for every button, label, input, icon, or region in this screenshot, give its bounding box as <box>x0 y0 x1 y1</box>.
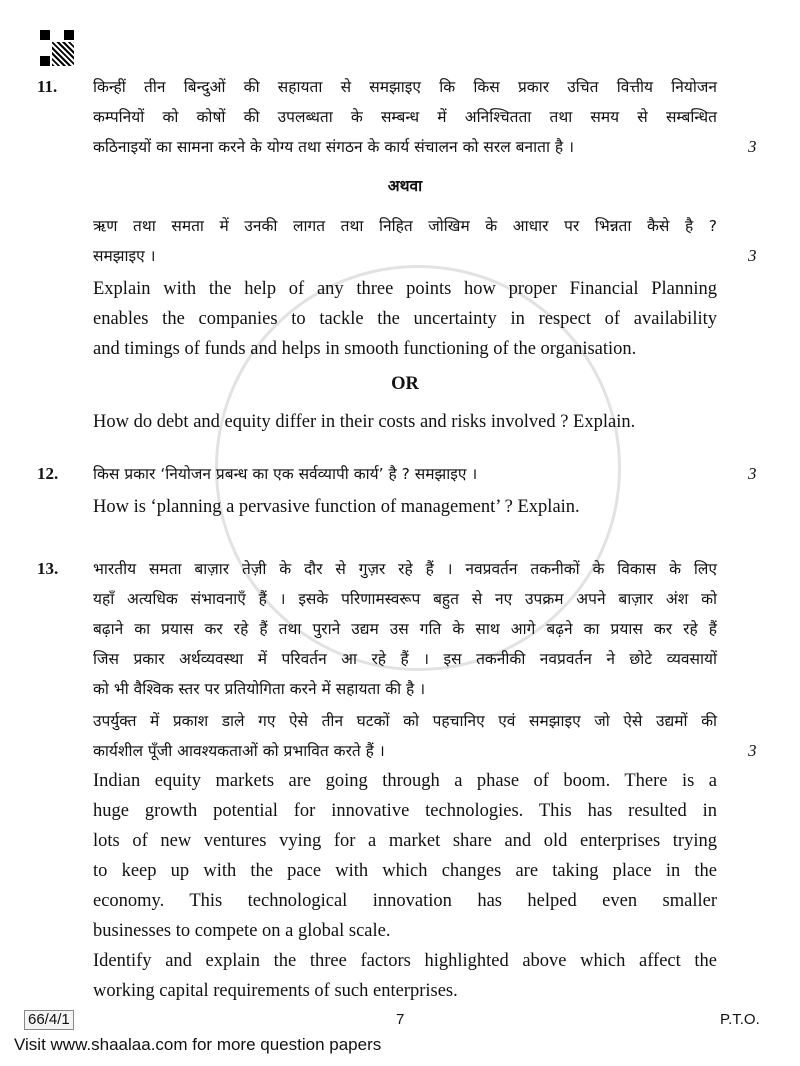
question-line-row <box>0 407 800 437</box>
visit-link[interactable]: Visit www.shaalaa.com for more question papers <box>14 1035 382 1054</box>
question-line-row <box>0 946 800 976</box>
separator-row <box>0 369 800 399</box>
question-text-line: उपर्युक्त में प्रकाश डाले गए ऐसे तीन घटकों को पहचानिए एवं समझाइए जो ऐसे उद्यमों की <box>93 712 717 730</box>
question-line-row <box>0 584 800 614</box>
question-text-line: को भी वैश्विक स्तर पर प्रतियोगिता करने में सहायता की है । <box>93 680 426 698</box>
question-line-row <box>0 132 800 162</box>
question-text-line: economy. This technological innovation has helped even smaller <box>93 891 717 911</box>
question-line-row <box>0 304 800 334</box>
pto-label: P.T.O. <box>720 1011 760 1028</box>
question-line-row <box>0 72 800 102</box>
marks-label: 3 <box>748 464 757 483</box>
page-footer <box>0 1006 800 1066</box>
question-line-row <box>0 766 800 796</box>
question-number: 12. <box>37 464 59 483</box>
question-text-line: कम्पनियों को कोषों की उपलब्धता के सम्बन्ध में अनिश्चितता तथा समय से सम्बन्धित <box>93 108 717 126</box>
question-line-row <box>0 492 800 522</box>
question-line-row <box>0 826 800 856</box>
question-text-line: huge growth potential for innovative technologies. This has resulted in <box>93 801 717 821</box>
question-line-row <box>0 736 800 766</box>
question-text-line: businesses to compete on a global scale. <box>93 921 391 941</box>
question-line-row <box>0 554 800 584</box>
question-number: 11. <box>37 77 58 96</box>
question-text-line: कठिनाइयों का सामना करने के योग्य तथा संगठन के कार्य संचालन को सरल बनाता है । <box>93 138 574 156</box>
question-text-line: जिस प्रकार अर्थव्यवस्था में परिवर्तन आ रहे हैं । इस तकनीकी नवप्रवर्तन ने छोटे व्यवसायों <box>93 650 717 668</box>
question-line-row <box>0 856 800 886</box>
question-line-row <box>0 102 800 132</box>
question-text-line: enables the companies to tackle the uncertainty in respect of availability <box>93 309 717 329</box>
or-separator: अथवा <box>387 177 423 195</box>
question-line-row <box>0 976 800 1006</box>
question-text-line: Identify and explain the three factors highlighted above which affect the <box>93 951 717 971</box>
question-line-row <box>0 796 800 826</box>
question-text-line: यहाँ अत्यधिक संभावनाएँ हैं । इसके परिणामस्वरूप बहुत से नए उपक्रम अपने बाज़ार अंश को <box>93 590 717 608</box>
marks-label: 3 <box>748 741 757 760</box>
question-text-line: Indian equity markets are going through a phase of boom. There is a <box>93 771 717 791</box>
question-text-line: भारतीय समता बाज़ार तेज़ी के दौर से गुज़र रहे हैं । नवप्रवर्तन तकनीकों के विकास के लिए <box>93 560 717 578</box>
question-text-line: ऋण तथा समता में उनकी लागत तथा निहित जोखिम के आधार पर भिन्नता कैसे है ? <box>93 217 717 235</box>
separator-row <box>0 171 800 201</box>
question-text-line: कार्यशील पूँजी आवश्यकताओं को प्रभावित करते हैं । <box>93 742 385 760</box>
question-line-row <box>0 644 800 674</box>
marks-label: 3 <box>748 246 757 265</box>
marks-label: 3 <box>748 137 757 156</box>
question-text-line: to keep up with the pace with which changes are taking place in the <box>93 861 717 881</box>
question-line-row <box>0 274 800 304</box>
question-text-line: बढ़ाने का प्रयास कर रहे हैं तथा पुराने उद्यम उस गति के साथ आगे बढ़ने का प्रयास कर रहे हैं <box>93 620 717 638</box>
or-separator: OR <box>391 374 419 394</box>
paper-code: 66/4/1 <box>24 1010 74 1030</box>
question-line-row <box>0 211 800 241</box>
question-number: 13. <box>37 559 59 578</box>
question-text-line: Explain with the help of any three points how proper Financial Planning <box>93 279 717 299</box>
question-line-row <box>0 886 800 916</box>
question-text-line: and timings of funds and helps in smooth functioning of the organisation. <box>93 339 637 359</box>
page-number: 7 <box>396 1011 405 1028</box>
question-line-row <box>0 674 800 704</box>
question-line-row <box>0 916 800 946</box>
question-line-row <box>0 334 800 364</box>
question-line-row <box>0 459 800 489</box>
question-text-line: किस प्रकार ‘नियोजन प्रबन्ध का एक सर्वव्यापी कार्य’ है ? समझाइए । <box>93 465 478 483</box>
question-line-row <box>0 241 800 271</box>
question-text-line: किन्हीं तीन बिन्दुओं की सहायता से समझाइए कि किस प्रकार उचित वित्तीय नियोजन <box>93 78 717 96</box>
question-text-line: working capital requirements of such enterprises. <box>93 981 458 1001</box>
question-text-line: lots of new ventures vying for a market share and old enterprises trying <box>93 831 717 851</box>
question-text-line: How do debt and equity differ in their costs and risks involved ? Explain. <box>93 412 636 432</box>
question-line-row <box>0 706 800 736</box>
question-text-line: समझाइए । <box>93 247 156 265</box>
question-line-row <box>0 614 800 644</box>
question-text-line: How is ‘planning a pervasive function of management’ ? Explain. <box>93 497 580 517</box>
